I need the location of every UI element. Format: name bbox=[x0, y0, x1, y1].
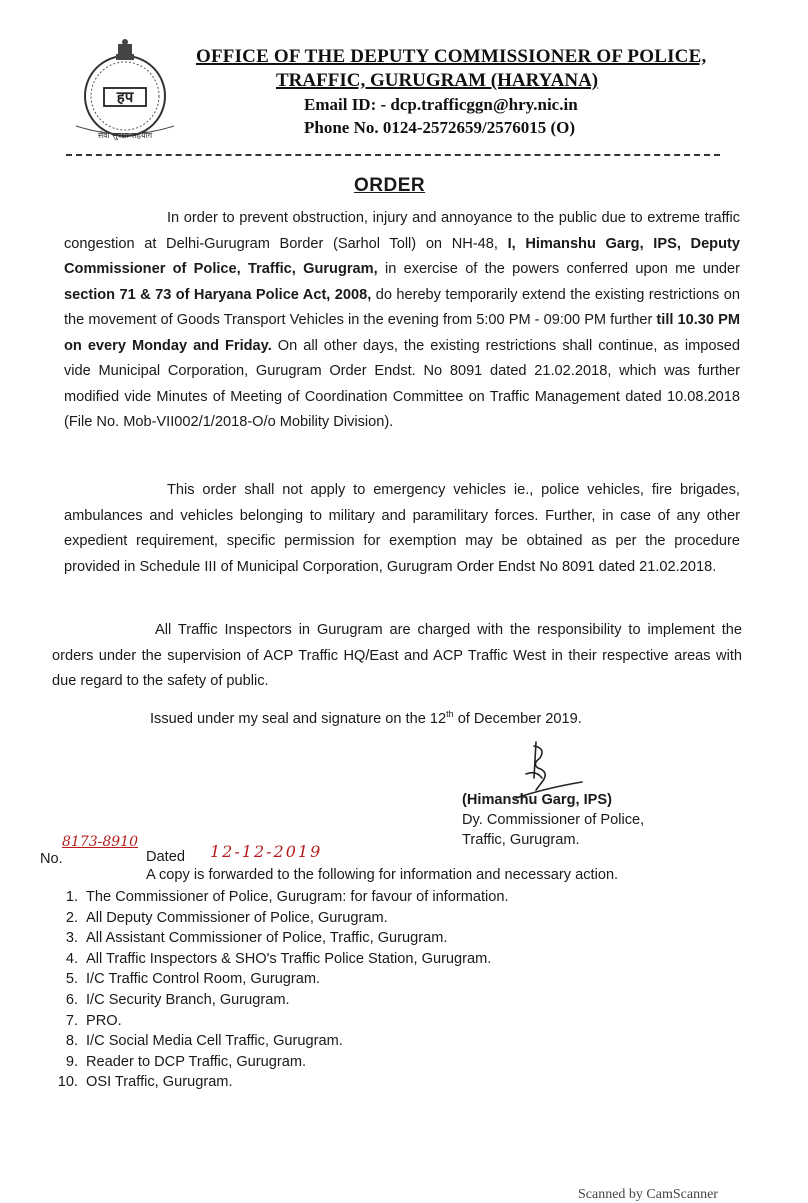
order-title: ORDER bbox=[354, 175, 426, 196]
list-item bbox=[50, 1011, 509, 1032]
paragraph-2 bbox=[64, 478, 740, 580]
email-line: Email ID: - dcp.trafficggn@hry.nic.in bbox=[304, 95, 578, 114]
list-item-number: 2. bbox=[65, 909, 78, 926]
paragraph-1 bbox=[64, 206, 740, 436]
issue-text: Issued under my seal and signature on the 12 bbox=[150, 710, 447, 727]
dashed-divider bbox=[66, 154, 720, 156]
letterhead bbox=[196, 46, 756, 138]
list-item bbox=[50, 908, 509, 929]
copy-recipient-list bbox=[50, 887, 509, 1093]
list-item bbox=[50, 1052, 509, 1073]
list-item bbox=[50, 1031, 509, 1052]
list-item-number: 8. bbox=[65, 1033, 78, 1050]
list-item-number: 10. bbox=[57, 1074, 78, 1091]
office-line-2: TRAFFIC, GURUGRAM (HARYANA) bbox=[276, 70, 599, 91]
dispatch-date: 12-12-2019 bbox=[210, 842, 323, 861]
signatory-designation-1: Dy. Commissioner of Police, bbox=[462, 812, 645, 828]
paragraph-1-bold-run: section 71 & 73 of Haryana Police Act, 2008, bbox=[64, 286, 372, 303]
list-item-text: I/C Security Branch, Gurugram. bbox=[86, 991, 290, 1008]
dated-label: Dated bbox=[146, 849, 185, 865]
copy-forward-intro: A copy is forwarded to the following for information and necessary action. bbox=[146, 867, 619, 883]
list-item-number: 4. bbox=[65, 950, 78, 967]
list-item-number: 3. bbox=[65, 930, 78, 947]
police-emblem-icon bbox=[66, 38, 184, 142]
paragraph-1-bold-run: till 10.30 PM on every Monday and Friday. bbox=[64, 312, 740, 354]
list-item-number: 1. bbox=[65, 889, 78, 905]
list-item-text: Reader to DCP Traffic, Gurugram. bbox=[86, 1053, 307, 1070]
paragraph-3 bbox=[52, 618, 742, 695]
list-item-text: All Deputy Commissioner of Police, Gurugram. bbox=[86, 909, 388, 926]
no-label: No. bbox=[40, 851, 63, 867]
signatory-designation-2: Traffic, Gurugram. bbox=[462, 832, 580, 848]
issue-text-end: of December 2019. bbox=[453, 710, 582, 727]
signatory-name: (Himanshu Garg, IPS) bbox=[462, 792, 613, 808]
issue-sup: th bbox=[446, 709, 454, 719]
paragraph-2-text: This order shall not apply to emergency vehicles ie., police vehicles, fire brigades, ambulances and vehicles belonging to military and paramilitary forces. Further, in case of any other expedient requirement, specific permission for exemption may be obtained as per the procedure provided in Schedule III of Municipal Corporation, Gurugram Order Endst No 8091 dated 21.02.2018. bbox=[64, 482, 740, 575]
list-item bbox=[50, 969, 509, 990]
dispatch-number: 8173-8910 bbox=[62, 834, 138, 850]
list-item-text: PRO. bbox=[86, 1012, 122, 1029]
paragraph-1-bold-run: I, Himanshu Garg, IPS, Deputy Commissioner of Police, Traffic, Gurugram, bbox=[64, 235, 740, 277]
list-item-text: I/C Traffic Control Room, Gurugram. bbox=[86, 971, 321, 988]
list-item-number: 9. bbox=[65, 1053, 78, 1070]
scanner-watermark: Scanned by CamScanner bbox=[578, 1187, 718, 1202]
list-item bbox=[50, 1072, 509, 1093]
list-item bbox=[50, 928, 509, 949]
paragraph-3-text: All Traffic Inspectors in Gurugram are charged with the responsibility to implement the orders under the supervision of ACP Traffic HQ/East and ACP Traffic West in their respective areas with due regard to the safety of public. bbox=[52, 622, 742, 689]
dispatch-number-row bbox=[40, 834, 440, 868]
paragraph-1-run: do hereby temporarily extend the existing restrictions on the movement of Goods Transport Vehicles in the evening from 5:00 PM - 09:00 PM further bbox=[64, 286, 740, 328]
paragraph-1-run: In order to prevent obstruction, injury and annoyance to the public due to extreme traffic congestion at Delhi-Gurugram Border (Sarhol Toll) on NH-48, bbox=[64, 210, 740, 252]
haryana-police-emblem bbox=[66, 38, 184, 142]
paragraph-1-text bbox=[64, 210, 740, 430]
paragraph-1-run: On all other days, the existing restrictions shall continue, as imposed vide Municipal Corporation, Gurugram Order Endst. No 8091 dated 21.02.2018, which was further modified vide Minutes of Meeting of Coordination Committee on Traffic Management dated 10.08.2018 (File No. Mob-VII002/1/2018-O/o Mobility Division). bbox=[64, 337, 740, 430]
list-item-text: OSI Traffic, Gurugram. bbox=[86, 1074, 233, 1091]
phone-line: Phone No. 0124-2572659/2576015 (O) bbox=[304, 118, 576, 137]
list-item bbox=[50, 887, 509, 908]
list-item-text: I/C Social Media Cell Traffic, Gurugram. bbox=[86, 1033, 343, 1050]
list-item-number: 6. bbox=[65, 991, 78, 1008]
list-item bbox=[50, 949, 509, 970]
signature-block bbox=[462, 790, 644, 850]
list-item-text: All Assistant Commissioner of Police, Traffic, Gurugram. bbox=[86, 930, 448, 947]
list-item-number: 7. bbox=[65, 1012, 78, 1029]
list-item-text: All Traffic Inspectors & SHO's Traffic Police Station, Gurugram. bbox=[86, 950, 492, 967]
paragraph-4 bbox=[150, 702, 710, 732]
list-item-text: The Commissioner of Police, Gurugram: for favour of information. bbox=[86, 889, 509, 905]
office-line-1: OFFICE OF THE DEPUTY COMMISSIONER OF POLICE, bbox=[196, 46, 707, 67]
list-item-number: 5. bbox=[65, 971, 78, 988]
paragraph-1-run: in exercise of the powers conferred upon me under bbox=[377, 261, 740, 277]
emblem-text: हप bbox=[116, 88, 134, 106]
list-item bbox=[50, 990, 509, 1011]
emblem-motto: सेवा सुरक्षा सहयोग bbox=[97, 131, 153, 140]
